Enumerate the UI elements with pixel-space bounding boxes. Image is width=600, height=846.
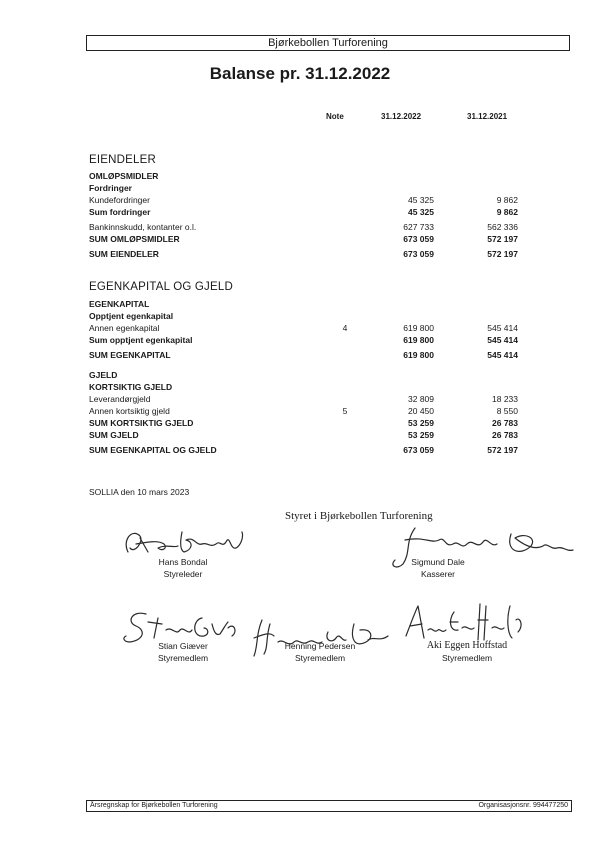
place-date: SOLLIA den 10 mars 2023 xyxy=(89,487,190,497)
row-value-current: 32 809 xyxy=(408,394,434,404)
row-label: EGENKAPITAL xyxy=(89,299,150,309)
signer-name: Henning Pedersen xyxy=(284,641,356,651)
row-value-previous: 545 414 xyxy=(487,335,518,345)
row-label: SUM EIENDELER xyxy=(89,249,159,259)
row-label: Fordringer xyxy=(89,183,132,193)
signer-name: Hans Bondal xyxy=(158,557,208,567)
section-heading-eiendeler: EIENDELER xyxy=(89,154,156,166)
row-value-previous: 9 862 xyxy=(496,207,518,217)
row-value-current: 53 259 xyxy=(408,418,434,428)
row-value-previous: 562 336 xyxy=(487,222,518,232)
footer-left: Årsregnskap for Bjørkebollen Turforening xyxy=(90,802,218,809)
table-row xyxy=(0,194,600,206)
footer-org-number: Organisasjonsnr. 994477250 xyxy=(478,802,568,809)
row-label: GJELD xyxy=(89,370,118,380)
row-label: SUM GJELD xyxy=(89,430,139,440)
row-label: SUM OMLØPSMIDLER xyxy=(89,234,180,244)
signature-aki-eggen-hoffstad xyxy=(400,600,530,645)
row-value-current: 45 325 xyxy=(408,207,434,217)
table-row xyxy=(0,334,600,346)
row-value-previous: 545 414 xyxy=(487,323,518,333)
row-value-previous: 8 550 xyxy=(496,406,518,416)
row-value-previous: 572 197 xyxy=(487,234,518,244)
row-note: 5 xyxy=(342,406,348,416)
row-value-current: 45 325 xyxy=(408,195,434,205)
page-title: Balanse pr. 31.12.2022 xyxy=(209,64,391,83)
table-row xyxy=(0,444,600,456)
row-value-current: 53 259 xyxy=(408,430,434,440)
row-value-current: 627 733 xyxy=(403,222,434,232)
row-label: Annen kortsiktig gjeld xyxy=(89,406,170,416)
signer-aki-eggen-hoffstad xyxy=(397,640,537,664)
row-value-current: 673 059 xyxy=(403,445,434,455)
signer-name: Aki Eggen Hoffstad xyxy=(426,640,508,651)
table-row xyxy=(0,405,600,417)
row-value-previous: 572 197 xyxy=(487,445,518,455)
row-value-current: 673 059 xyxy=(403,249,434,259)
row-value-previous: 545 414 xyxy=(487,350,518,360)
signer-name: Sigmund Dale xyxy=(411,557,465,567)
section-heading-egenkapital-gjeld: EGENKAPITAL OG GJELD xyxy=(89,281,233,293)
row-label: Bankinnskudd, kontanter o.l. xyxy=(89,222,197,232)
row-label: Annen egenkapital xyxy=(89,323,160,333)
signer-role: Styremedlem xyxy=(157,653,209,663)
signer-role: Styremedlem xyxy=(294,653,346,663)
table-row xyxy=(0,233,600,245)
row-label: SUM EGENKAPITAL OG GJELD xyxy=(89,445,217,455)
table-row xyxy=(0,429,600,441)
signer-stian-giaever xyxy=(113,640,253,664)
signer-role: Styreleder xyxy=(163,569,203,579)
table-row xyxy=(0,221,600,233)
signer-role: Styremedlem xyxy=(441,653,493,663)
row-value-current: 619 800 xyxy=(403,323,434,333)
row-label: SUM EGENKAPITAL xyxy=(89,350,171,360)
organization-header: Bjørkebollen Turforening xyxy=(86,35,570,51)
row-label: OMLØPSMIDLER xyxy=(89,171,159,181)
table-row xyxy=(0,381,600,393)
page-footer xyxy=(86,800,572,812)
row-note: 4 xyxy=(342,323,348,333)
row-label: SUM KORTSIKTIG GJELD xyxy=(89,418,194,428)
table-row xyxy=(0,393,600,405)
table-row xyxy=(0,417,600,429)
row-value-previous: 9 862 xyxy=(496,195,518,205)
column-header-note: Note xyxy=(326,112,344,121)
row-label: KORTSIKTIG GJELD xyxy=(89,382,173,392)
signer-role: Kasserer xyxy=(420,569,455,579)
table-row xyxy=(0,182,600,194)
row-value-previous: 572 197 xyxy=(487,249,518,259)
table-row xyxy=(0,248,600,260)
column-header-current: 31.12.2022 xyxy=(381,112,422,121)
row-value-previous: 26 783 xyxy=(492,418,518,428)
row-label: Leverandørgjeld xyxy=(89,394,151,404)
signer-name: Stian Giæver xyxy=(158,641,208,651)
table-row xyxy=(0,322,600,334)
signer-henning-pedersen xyxy=(250,640,390,664)
row-value-previous: 18 233 xyxy=(492,394,518,404)
table-row xyxy=(0,349,600,361)
row-label: Sum opptjent egenkapital xyxy=(89,335,193,345)
table-row xyxy=(0,310,600,322)
row-label: Kundefordringer xyxy=(89,195,150,205)
table-row xyxy=(0,369,600,381)
signer-hans-bondal xyxy=(113,556,253,580)
column-header-previous: 31.12.2021 xyxy=(467,112,508,121)
row-value-current: 673 059 xyxy=(403,234,434,244)
signer-sigmund-dale xyxy=(368,556,508,580)
board-title: Styret i Bjørkebollen Turforening xyxy=(285,510,433,522)
row-label: Opptjent egenkapital xyxy=(89,311,174,321)
row-value-current: 619 800 xyxy=(403,335,434,345)
table-row xyxy=(0,298,600,310)
row-value-previous: 26 783 xyxy=(492,430,518,440)
row-label: Sum fordringer xyxy=(89,207,151,217)
table-row xyxy=(0,170,600,182)
row-value-current: 619 800 xyxy=(403,350,434,360)
row-value-current: 20 450 xyxy=(408,406,434,416)
table-row xyxy=(0,206,600,218)
